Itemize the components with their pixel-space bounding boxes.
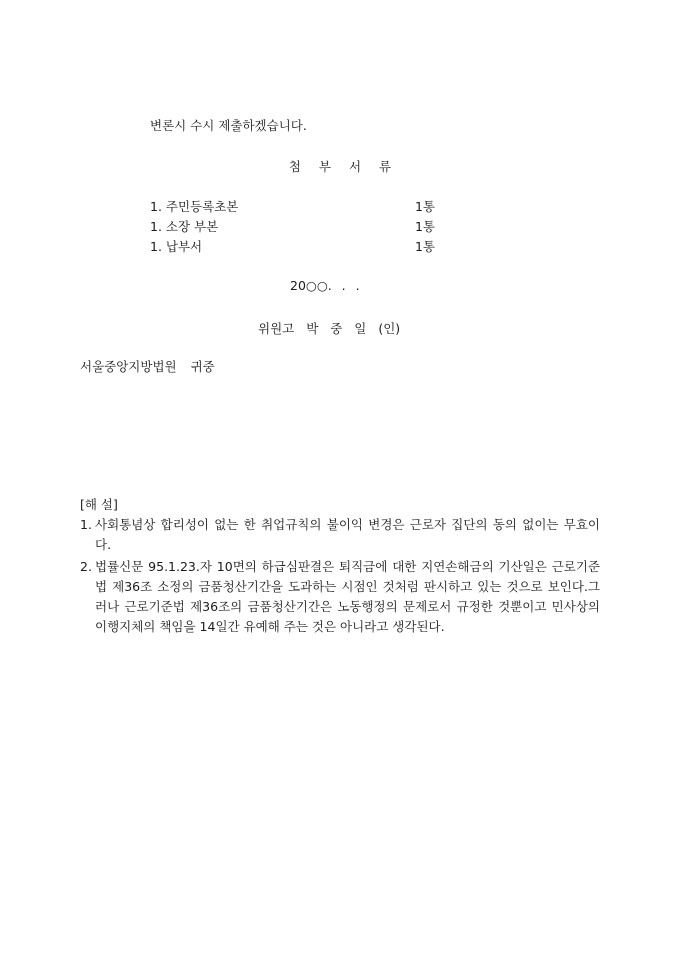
closing-sentence: 변론시 수시 제출하겠습니다. bbox=[150, 118, 307, 133]
note-text: 법률신문 95.1.23.자 10면의 하급심판결은 퇴직금에 대한 지연손해금의 기산일은 근로기준법 제36조 소정의 금품청산기간을 도과하는 시점인 것처럼 판시하고 있는 것으로 보인다.그러나 근로기준법 제36조의 금품청산기간은 노동행정의 문제로서 규정한 것뿐이고 민사상의 이행지체의 책임을 14일간 유예해 주는 것은 아니라고 생각된다. bbox=[95, 559, 600, 634]
attachment-name: 1. 소장 부본 bbox=[150, 219, 219, 234]
note-number: 1. bbox=[80, 517, 92, 532]
commentary-title: [해 설] bbox=[80, 497, 118, 512]
attachment-name: 1. 납부서 bbox=[150, 239, 203, 254]
attachment-count: 1통 bbox=[414, 239, 435, 254]
attachment-item bbox=[150, 237, 435, 255]
attachment-count: 1통 bbox=[414, 219, 435, 234]
attachment-count: 1통 bbox=[414, 199, 435, 214]
attachment-name: 1. 주민등록초본 bbox=[150, 199, 239, 214]
signer-line: 위원고 박 중 일 (인) bbox=[258, 321, 401, 336]
note-text: 사회통념상 합리성이 없는 한 취업규칙의 불이익 변경은 근로자 집단의 동의 없이는 무효이다. bbox=[95, 517, 600, 552]
attachment-item bbox=[150, 197, 435, 215]
commentary-note bbox=[80, 515, 600, 555]
commentary-note bbox=[80, 557, 600, 637]
attachments-title: 첨 부 서 류 bbox=[288, 159, 392, 174]
document-date: 20○○. . . bbox=[290, 278, 360, 293]
note-number: 2. bbox=[80, 559, 92, 574]
court-addressee: 서울중앙지방법원 귀중 bbox=[80, 359, 215, 374]
attachment-item bbox=[150, 217, 435, 235]
